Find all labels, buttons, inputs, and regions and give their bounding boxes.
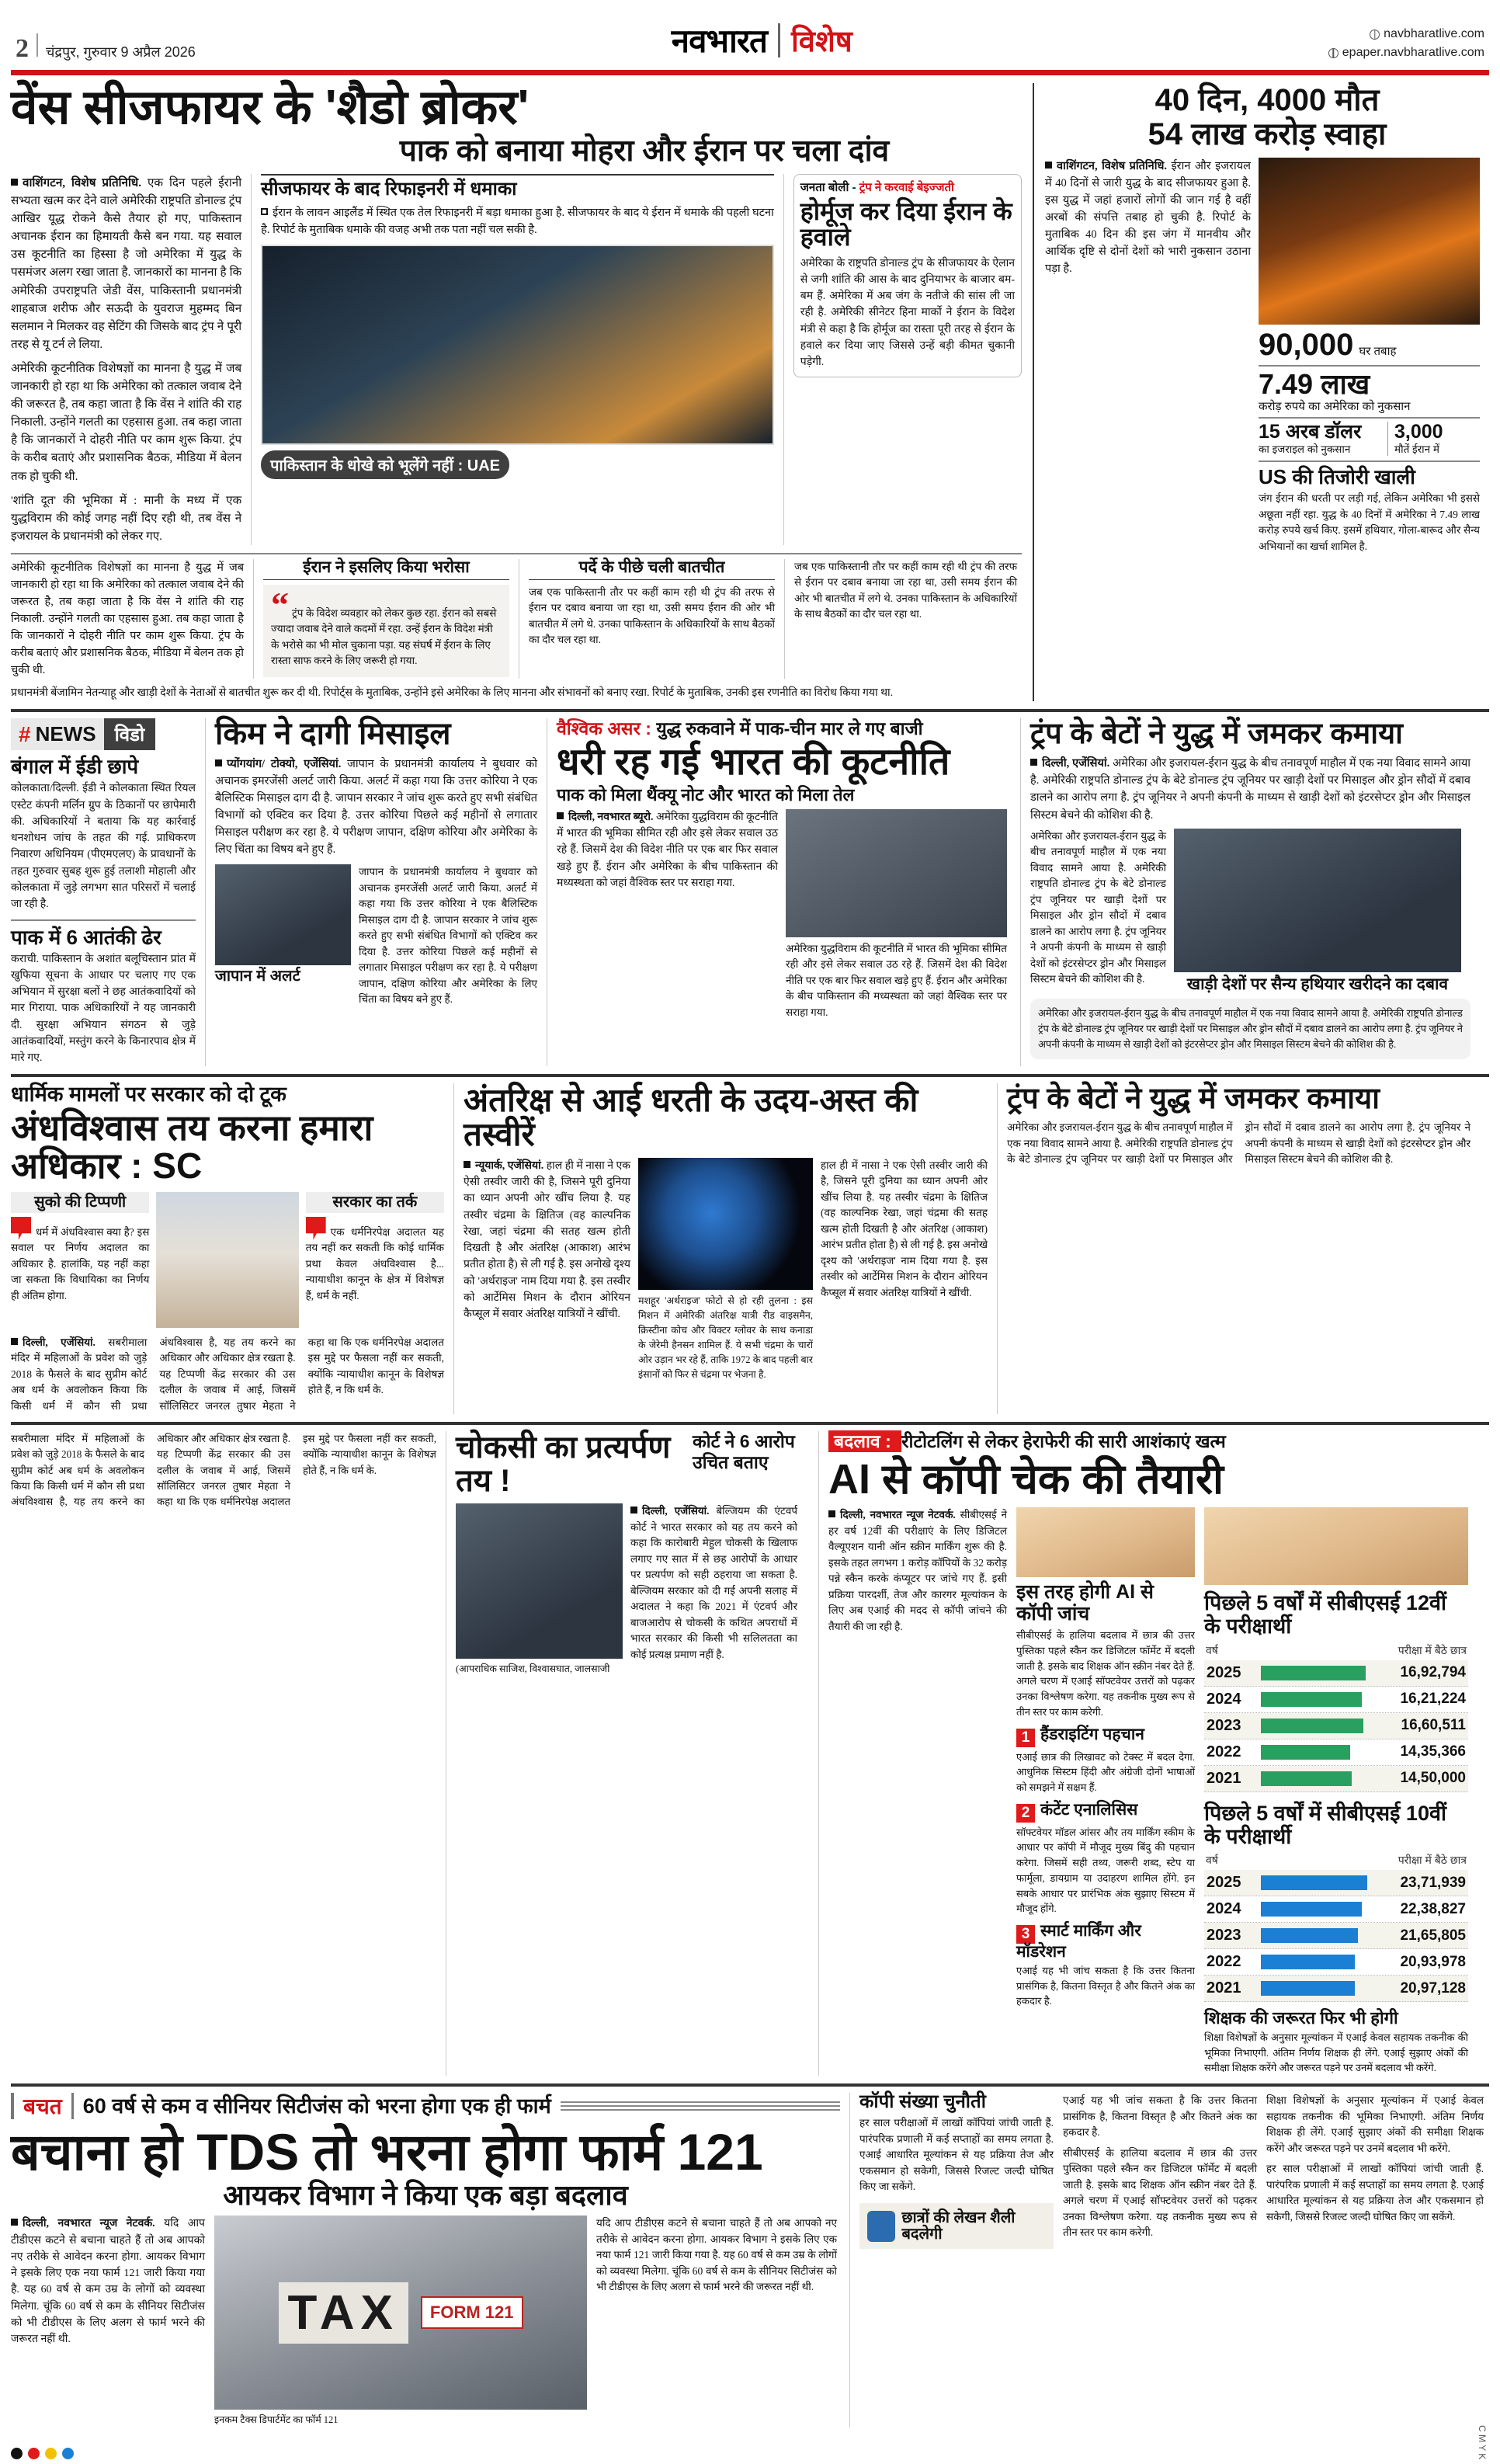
refinery-kicker: सीजफायर के बाद रिफाइनरी में धमाका (261, 179, 517, 200)
trump-sons-note: अमेरिका और इजरायल-ईरान युद्ध के बीच तनावपूर्ण माहौल में एक नया विवाद सामने आया है. अमेरिकी राष्ट्रपति डोनाल्ड ट्रंप के बेटे डोनाल्ड ट्रंप जूनियर पर खाड़ी देशों पर मिसाइल और ड्रोन सौदों में दबाव डालने का आरोप लगा है. ट्रंप जूनियर ने अपनी कंपनी के माध्यम से खाड़ी देशों को इंटरसेप्टर ड्रोन और मिसाइल सिस्टम बेचने की कोशिश की है. (1030, 999, 1470, 1058)
stat-value: 15 अरब डॉलर (1259, 421, 1362, 443)
diplomacy-text: दिल्ली, नवभारत ब्यूरो. अमेरिका युद्धविराम की कूटनीति में भारत की भूमिका सीमित रही और इसे लेकर सवाल उठ रहे हैं. जिसमें देश की विदेश नीति पर एक बार फिर सवाल खड़े हुए हैं. ईरान और अमेरिका के बीच पाकिस्तान की मध्यस्थता को जहां वैश्विक स्तर पर सराहा गया. (557, 811, 778, 889)
stat-block-2 (1259, 367, 1480, 414)
second-zone (11, 718, 1489, 1066)
divider (1259, 417, 1480, 419)
diplomacy-headline: धरी रह गई भारत की कूटनीति (557, 741, 950, 783)
war-toll-headline-2: 54 लाख करोड़ स्वाहा (1148, 117, 1387, 151)
kim-photo-row (215, 864, 537, 1008)
news-item-body: कोलकाता/दिल्ली. ईडी ने कोलकाता स्थित रियल एस्टेट कंपनी मर्लिन ग्रुप के ठिकानों पर छापेमारी की. अधिकारियों ने बताया कि यह कार्रवाई धनशोधन जांच के तहत की गई. प्राधिकरण निवारण अधिनियम (पीएमएलए) के प्रावधानों के तहत गुरुवार सुबह शुरू हुई तलाशी मोहाली और कोलकाता में जुड़े लगभग सात परिसरों में चलाई जा रही है. (11, 783, 196, 911)
chart-row (1204, 1739, 1468, 1766)
lead-lower-col-1 (11, 559, 244, 679)
step-body: सॉफ्टवेयर मॉडल आंसर और तय मार्किंग स्कीम के आधार पर कॉपी में मौजूद मुख्य बिंदु की पहचान करेगा. जिसमें सही तथ्य, जरूरी शब्द, स्टेप या फार्मूला, डायग्राम या उदाहरण शामिल होंगे. इन सबके आधार पर प्रारंभिक अंक सुझाए सिस्टम में मौजूद होंगे. (1016, 1826, 1195, 1915)
chart-row-value: 20,97,128 (1400, 1979, 1466, 1997)
behind-scenes-heading: पर्दे के पीछे चली बातचीत (529, 559, 775, 580)
ai-step (1016, 1726, 1195, 1795)
kim-story (205, 718, 547, 1066)
chart-cbse-12th (1204, 1591, 1468, 1792)
space-caption: मशहूर 'अर्थराइज' फोटो से हो रही तुलना : इस मिशन में अमेरिकी अंतरिक्ष यात्री रीड वाइसमैन, क्रिस्टीना कोच और विक्टर ग्लोवर के साथ कनाडा के जेरेमी हैनसन शामिल हैं. ये सभी चंद्रमा के चारों ओर उड़ान भर रहे हैं, ताकि 1972 के बाद पहली बार इंसानों को फिर से चंद्रमा पर भेजना है. (638, 1295, 813, 1380)
chart-row-value: 16,21,224 (1400, 1691, 1466, 1708)
news-item (11, 927, 196, 1067)
hormuz-headline: होर्मूज कर दिया ईरान के हवाले (800, 197, 1012, 252)
lead-headline: वेंस सीजफायर के 'शैडो ब्रोकर' (11, 81, 530, 134)
chart-row-bar (1261, 1955, 1355, 1969)
refinery-and-photo (251, 174, 774, 545)
sc-headline: अंधविश्वास तय करना हमारा अधिकार : SC (11, 1107, 373, 1187)
square-bullet-icon (464, 1161, 470, 1168)
masthead (11, 0, 1489, 67)
chart-column-headers (1204, 1642, 1468, 1660)
diplomacy-story (547, 718, 1020, 1066)
chart-row-year: 2021 (1207, 1769, 1241, 1787)
sc-box-1 (11, 1192, 149, 1328)
globe-icon (1370, 30, 1380, 40)
space-photo-col (638, 1158, 813, 1382)
chart-cbse-10th (1204, 1802, 1468, 2002)
lead-subhead: पाक को बनाया मोहरा और ईरान पर चला दांव (399, 134, 890, 169)
chart-row-value: 21,65,805 (1400, 1927, 1466, 1944)
lead-story (11, 83, 1033, 701)
hormuz-story (783, 174, 1022, 545)
chart-row-year: 2022 (1207, 1743, 1241, 1760)
chart-col-year: वर्ष (1206, 1643, 1218, 1656)
chart-rows (1204, 1660, 1468, 1792)
chart-row-year: 2023 (1207, 1716, 1241, 1734)
stat-unit: घर तबाह (1359, 345, 1397, 358)
stat-block-1 (1259, 329, 1480, 362)
chart-row (1204, 1949, 1468, 1976)
chart-row-bar (1261, 1692, 1362, 1707)
ai-steps-cont: एआई यह भी जांच सकता है कि उत्तर कितना प्रासंगिक है, कितना विस्तृत है और कितने अंक का हकदार है. सीबीएसई के हालिया बदलाव में छात्र की उत्तर पुस्तिका पहले स्कैन कर डिजिटल फॉर्मेट में बदली जाती है. इसके बाद शिक्षक ऑन स्क्रीन नंबर देते हैं. अगले चरण में एआई सॉफ्टवेयर उत्तरों को पढ़कर उनका विश्लेषण करेगा. यह तकनीक मुख्य रूप से तीन स्तर पर काम करेगी. (1063, 2094, 1257, 2239)
rule-mark (11, 2093, 14, 2119)
chart-row-barwrap (1261, 1745, 1373, 1760)
ai-headline: AI से कॉपी चेक की तैयारी (828, 1456, 1224, 1503)
chart-row-value: 23,71,939 (1400, 1874, 1466, 1891)
rupee-paragraph: प्रधानमंत्री बेंजामिन नेतन्याहू और खाड़ी देशों के नेताओं से बातचीत शुरू कर दी थी. रिपोर्ट्स के मुताबिक, उन्होंने इसे अमेरिका के लिए मानना और संभावनों को बनाए रखा. रिपोर्ट के मुताबिक, उनकी इस रणनीति का विरोध किया गया था. (11, 687, 894, 700)
choksi-story (446, 1431, 818, 2076)
registration-dot-k (11, 2448, 23, 2459)
square-bullet-icon (11, 2219, 18, 2226)
step-title: कंटेंट एनालिसिस (1040, 1800, 1138, 1819)
chart-row-barwrap (1261, 1928, 1373, 1943)
sc-continuation-body: सबरीमाला मंदिर में महिलाओं के प्रवेश को जुड़े 2018 के फैसले के बाद सुप्रीम कोर्ट अब धर्म के अवलोकन किया कि किसी धर्म में कौन सी प्रथा अंधविश्वास है, यह तय करने का अधिकार और अधिकार क्षेत्र रखता है. यह टिप्पणी केंद्र सरकार की उस दलील के जवाब में आई, जिसमें सॉलिसिटर जनरल तुषार मेहता ने कहा था कि एक धर्मनिरपेक्ष अदालत इस मुद्दे पर फैसला नहीं कर सकती, क्योंकि न्यायाधीश कानून के विशेषज्ञ होते हैं, न कि धर्म के. (11, 1433, 436, 1507)
photo-tax-form (214, 2216, 587, 2410)
photo-caption-pill: पाकिस्तान के धोखे को भूलेंगे नहीं : UAE (261, 450, 509, 479)
chart-row-barwrap (1261, 1981, 1373, 1996)
step-body: एआई यह भी जांच सकता है कि उत्तर कितना प्रासंगिक है, कितना विस्तृत है और कितने अंक का हकदार है. (1016, 1964, 1195, 2007)
photo-spokesperson (786, 809, 1007, 937)
step-title: हैंडराइटिंग पहचान (1040, 1725, 1144, 1743)
refinery-body: ईरान के लावन आइलैंड में स्थित एक तेल रिफाइनरी में बड़ा धमाका हुआ है. सीजफायर के बाद ये ईरान में धमाके की पहली घटना है. रिपोर्ट के मुताबिक धमाके की वजह अभी तक पता नहीं चल सकी है. (261, 206, 774, 236)
ai-counting (859, 2093, 1054, 2249)
space-text: न्यूयार्क, एजेंसियां. हाल ही में नासा ने एक ऐसी तस्वीर जारी की है, जिसने पूरी दुनिया का ध्यान अपनी ओर खींच लिया है. यह तस्वीर चंद्रमा के क्षितिज (वह काल्पनिक रेखा, जहां चंद्रमा की सतह खत्म होती दिखती है और अंतरिक्ष (आकाश) आरंभ प्रतीत होता है) से ली गई है. इस अनोखे दृश्य को 'अर्थराइज' नाम दिया गया है. इस तस्वीर को आर्टेमिस मिशन के दौरान ओरियन कैप्सूल में सवार अंतरिक्ष यात्रियों ने खींची. (464, 1159, 631, 1321)
tds-headline: बचाना हो TDS तो भरना होगा फार्म 121 (11, 2123, 763, 2181)
chart-row-barwrap (1261, 1666, 1373, 1680)
illustration-exam-papers (1016, 1507, 1195, 1577)
zone-divider (11, 2083, 1489, 2087)
square-bullet-icon (1045, 162, 1052, 169)
red-flag-icon (11, 1217, 31, 1240)
news-item (11, 756, 196, 912)
lead-para-1: वाशिंगटन, विशेष प्रतिनिधि. एक दिन पहले ईरानी सभ्यता खत्म कर देने वाले अमेरिकी राष्ट्रपति डोनाल्ड ट्रंप आखिर यूद्ध रोकने कैसे तैयार हो गए, पाकिस्तान अचानक ईरान का हिमायती कैसे बन गया. यह सवाल उस कूटनीति का हिस्सा है जो अमेरिका में युद्ध के पसमंजर अलग रखा जाता है. जानकारों का मानना है कि अमेरिकी उपराष्ट्रपति जेडी वेंस, पाकिस्तानी प्रधानमंत्री शाहबाज शरीफ और सऊदी के युवराज मुहम्मद बिन सलमान ने मिलकर वह सेटिंग की जिसके बाद ट्रंप ने पूरी तरह से यू टर्न ले लिया. (11, 176, 242, 351)
ai-teacher-cont-body: शिक्षा विशेषज्ञों के अनुसार मूल्यांकन में एआई केवल सहायक तकनीक की भूमिका निभाएगी. अंतिम निर्णय शिक्षक ही लेंगे. एआई सुझाए अंकों की समीक्षा शिक्षक करेंगे और जरूरत पड़ने पर उनमें बदलाव भी करेंगे. (1266, 2094, 1484, 2154)
registration-dot-c (62, 2448, 74, 2459)
fifth-zone-right (849, 2093, 1486, 2428)
sc-story (11, 1083, 453, 1414)
chart-row-bar (1261, 1981, 1355, 1996)
news-item-title: बंगाल में ईडी छापे (11, 755, 139, 779)
chart-row-barwrap (1261, 1955, 1373, 1969)
sc-box-2-title: सरकार का तर्क (306, 1192, 444, 1213)
extra-col-body: जब एक पाकिस्तानी तौर पर कहीं काम रही थी ट्रंप की तरफ से ईरान पर दबाव बनाया जा रहा था, उसी समय ईरान की ओर भी बातचीत में लगे थे. उनका पाकिस्तान के अधिकारियों के साथ बैठकों का दौर चल रहा था. (794, 560, 1017, 620)
tds-photo-caption: इनकम टैक्स डिपार्टमेंट का फॉर्म 121 (214, 2414, 339, 2426)
kim-photo-caption: जापान में अलर्ट (215, 968, 300, 985)
choksi-photo-caption: (आपराधिक साजिश, विश्वासघात, जालसाजी (456, 1663, 610, 1675)
news-item-title: पाक में 6 आतंकी ढेर (11, 925, 161, 949)
chart-row-value: 20,93,978 (1400, 1953, 1466, 1970)
third-zone (11, 1083, 1489, 1414)
lead-body-col (11, 174, 241, 545)
tds-story (11, 2093, 849, 2428)
zone-divider (11, 709, 1489, 712)
tds-text-2: यदि आप टीडीएस कटने से बचाना चाहते हैं तो अब आपको नए तरीके से आवेदन करना होगा. आयकर विभाग ने इसके लिए एक नया फार्म 121 जारी किया गया है. यह 60 वर्ष से कम उम्र के लोगों को व्यवस्था मिलेगा. चूंकि 60 वर्ष से कम के सीनियर सिटीजंस को भी टीडीएस के लिए अलग से फार्म भरने की जरूरत नहीं थी. (596, 2217, 837, 2293)
chart-row (1204, 1766, 1468, 1792)
chart-row-bar (1261, 1928, 1358, 1943)
zone-divider (11, 1074, 1489, 1077)
masthead-divider (36, 33, 38, 57)
stat-value: 7.49 लाख (1259, 367, 1370, 400)
photo-kim-jong-un (215, 864, 351, 965)
space-headline: अंतरिक्ष से आई धरती के उदय-अस्त की तस्वीरें (464, 1082, 918, 1153)
fifth-zone (11, 2093, 1489, 2428)
photo-mehul-choksi (456, 1503, 623, 1659)
square-bullet-icon (828, 1510, 835, 1517)
chart-row-bar (1261, 1902, 1362, 1917)
us-treasury-heading: US की तिजोरी खाली (1259, 465, 1415, 489)
chart-col-value: परीक्षा में बैठे छात्र (1398, 1854, 1467, 1867)
chart-row-value: 16,60,511 (1401, 1717, 1466, 1734)
space-text-2: हाल ही में नासा ने एक ऐसी तस्वीर जारी की है, जिसने पूरी दुनिया का ध्यान अपनी ओर खींच लिया है. यह तस्वीर चंद्रमा के क्षितिज (वह काल्पनिक रेखा, जहां चंद्रमा की सतह खत्म होती दिखती है और अंतरिक्ष (आकाश) आरंभ प्रतीत होता है) से ली गई है. इस अनोखे दृश्य को 'अर्थराइज' नाम दिया गया है. इस तस्वीर को आर्टेमिस मिशन के दौरान ओरियन कैप्सूल में सवार अंतरिक्ष यात्रियों ने खींची. (821, 1159, 988, 1298)
lead-para-2: अमेरिकी कूटनीतिक विशेषज्ञों का मानना है युद्ध में जब जानकारी हो रहा था कि अमेरिका को तत्काल जवाब देने की जरूरत है, तब कहा जाता है कि वेंस ने शांति की राह निकाली. उन्होंने गलती का एहसास हुआ. तब कहा जाता है कि जानकारों ने दोहरी नीति पर काम शुरू किया. ट्रंप के करीब बताएं और प्रशासनिक बैठक, मीडिया में बेलन तक हो चुकी थी. (11, 361, 242, 483)
chart-col-value: परीक्षा में बैठे छात्र (1398, 1643, 1467, 1656)
kim-headline: किम ने दागी मिसाइल (215, 717, 451, 752)
sc-kicker: धार्मिक मामलों पर सरकार को दो टूक (11, 1083, 286, 1107)
ai-charts (1204, 1507, 1468, 2076)
photo-trump-meeting (261, 245, 774, 445)
third-zone-right (997, 1083, 1470, 1414)
chart-row-bar (1261, 1875, 1367, 1890)
dateline: चंद्रपुर, गुरुवार 9 अप्रैल 2026 (46, 44, 196, 60)
choksi-photo-col (456, 1503, 623, 1677)
lead-lower-strip (11, 559, 1022, 679)
stat-unit: मौतें ईरान में (1394, 443, 1439, 456)
square-bullet-icon (11, 179, 18, 186)
war-toll-text: वाशिंगटन, विशेष प्रतिनिधि. ईरान और इजरायल में 40 दिनों से जारी युद्ध के बाद सीजफायर हुआ है. इस युद्ध में जहां हजारों लोगों की जान गई है वहीं अरबों की संपत्ति तबाह हो चुकी है. रिपोर्ट के मुताबिक 40 दिन की इस जंग में मानवीय और आर्थिक दृष्टि से दोनों देशों को भारी नुकसान उठाना पड़ा है. (1045, 160, 1251, 276)
ai-text: दिल्ली, नवभारत न्यूज नेटवर्क. सीबीएसई ने हर वर्ष 12वीं की परीक्षाएं के लिए डिजिटल वैल्यूएशन यानी ऑन स्क्रीन मार्किंग शुरू की है. इसके तहत लगभग 1 करोड़ कॉपियों के 32 करोड़ पन्ने स्कैन करके कंप्यूटर पर जांचे गए हैं. इसी प्रक्रिया पारदर्शी, तेज और कारगर मूल्यांकन के लिए अब एआई की मदद से कॉपी जांचने की तैयारी की जा रही है. (828, 1509, 1007, 1632)
student-banner (859, 2203, 1054, 2250)
masthead-logo-group (672, 18, 852, 62)
website-main[interactable]: navbharatlive.com (1384, 27, 1484, 40)
zone-divider (11, 1422, 1489, 1425)
stat-value: 90,000 (1259, 328, 1354, 362)
iran-trust (253, 559, 509, 679)
ai-step (1016, 1802, 1195, 1917)
ai-sidebox-body: सीबीएसई के हालिया बदलाव में छात्र की उत्तर पुस्तिका पहले स्कैन कर डिजिटल फॉर्मेट में बदली जाती है. इसके बाद शिक्षक ऑन स्क्रीन नंबर देते हैं. अगले चरण में एआई सॉफ्टवेयर उत्तरों को पढ़कर उनका विश्लेषण करेगा. यह तकनीक मुख्य रूप से तीन स्तर पर काम करेगी. (1016, 1629, 1195, 1718)
tds-subhead: आयकर विभाग ने किया एक बड़ा बदलाव (223, 2178, 628, 2211)
chart-row-year: 2024 (1207, 1900, 1241, 1918)
kim-body: प्योंगयांग/ टोक्यो, एजेंसियां. जापान के प्रधानमंत्री कार्यालय ने बुधवार को अचानक इमरजेंसी अलर्ट जारी किया. अलर्ट में कहा गया कि उत्तर कोरिया ने एक बैलिस्टिक मिसाइल दाग दी है. जापान सरकार ने जांच शुरू करते हुए सभी संबंधित विभागों को एक्टिव कर दिया है. उत्तर कोरिया पिछले कई महीनों से लगातार मिसाइल परीक्षण कर रहा है. ये परीक्षण जापान, दक्षिण कोरिया और अमेरिका के लिए चिंता का विषय बने हुए हैं. (215, 757, 537, 857)
photo-earthrise (638, 1158, 813, 1290)
behind-scenes (519, 559, 775, 679)
teacher-title: शिक्षक की जरूरत फिर भी होगी (1204, 2008, 1398, 2028)
counting-title: कॉपी संख्या चुनौती (859, 2091, 986, 2113)
teacher-body: शिक्षा विशेषज्ञों के अनुसार मूल्यांकन में एआई केवल सहायक तकनीक की भूमिका निभाएगी. अंतिम निर्णय शिक्षक ही लेंगे. एआई सुझाए अंकों की समीक्षा शिक्षक करेंगे और जरूरत पड़ने पर उनमें बदलाव भी करेंगे. (1204, 2031, 1468, 2074)
war-toll-story (1033, 83, 1489, 701)
chart-row-barwrap (1261, 1771, 1373, 1786)
diplomacy-photo-col (786, 809, 1007, 1021)
stat-unit: का इजराइल को नुकसान (1259, 443, 1351, 456)
stat-block-3-4 (1259, 422, 1480, 456)
war-toll-infographic (1259, 158, 1480, 554)
chart-row (1204, 1923, 1468, 1949)
stat-unit: करोड़ रुपये का अमेरिका को नुकसान (1259, 400, 1411, 414)
chart-row (1204, 1713, 1468, 1739)
chart-row (1204, 1687, 1468, 1713)
logo-separator (778, 23, 780, 57)
kim-body-cont: जापान के प्रधानमंत्री कार्यालय ने बुधवार को अचानक इमरजेंसी अलर्ट जारी किया. अलर्ट में कहा गया कि उत्तर कोरिया ने एक बैलिस्टिक मिसाइल दाग दी है. जापान सरकार ने जांच शुरू करते हुए सभी संबंधित विभागों को एक्टिव कर दिया है. उत्तर कोरिया पिछले कई महीनों से लगातार मिसाइल परीक्षण कर रहा है. ये परीक्षण जापान, दक्षिण कोरिया और अमेरिका के लिए चिंता का विषय बने हुए हैं. (359, 866, 537, 1006)
section-label: विशेष (790, 25, 852, 58)
sc-box-1-title: सुको की टिप्पणी (11, 1192, 149, 1213)
ai-steps-cont-body: एआई यह भी जांच सकता है कि उत्तर कितना प्रासंगिक है, कितना विस्तृत है और कितने अंक का हकदार है. (1063, 2094, 1257, 2139)
chart-row-year: 2025 (1207, 1874, 1241, 1892)
sc-body: दिल्ली, एजेंसियां. सबरीमाला मंदिर में महिलाओं के प्रवेश को जुड़े 2018 के फैसले के बाद सुप्रीम कोर्ट अब धर्म के अवलोकन किया कि किसी धर्म में कौन सी प्रथा अंधविश्वास है, यह तय करने का अधिकार और अधिकार क्षेत्र रखता है. यह टिप्पणी केंद्र सरकार की उस दलील के जवाब में आई, जिसमें सॉलिसिटर जनरल तुषार मेहता ने कहा था कि एक धर्मनिरपेक्ष अदालत इस मुद्दे पर फैसला नहीं कर सकती, क्योंकि न्यायाधीश कानून के विशेषज्ञ होते हैं, न कि धर्म के. (11, 1336, 444, 1412)
third-zone-right-body: अमेरिका और इजरायल-ईरान युद्ध के बीच तनावपूर्ण माहौल में एक नया विवाद सामने आया है. अमेरिकी राष्ट्रपति डोनाल्ड ट्रंप के बेटे डोनाल्ड ट्रंप जूनियर पर खाड़ी देशों पर मिसाइल और ड्रोन सौदों में दबाव डालने का आरोप लगा है. ट्रंप जूनियर ने अपनी कंपनी के माध्यम से खाड़ी देशों को इंटरसेप्टर ड्रोन और मिसाइल सिस्टम बेचने की कोशिश की है. (1007, 1121, 1470, 1166)
square-bullet-icon (630, 1507, 637, 1514)
student-banner-text: छात्रों की लेखन शैली बदलेगी (901, 2209, 1016, 2243)
tds-photo-col (214, 2216, 587, 2428)
chart-row (1204, 1896, 1468, 1923)
ai-step (1016, 1923, 1195, 2009)
behind-scenes-body: जब एक पाकिस्तानी तौर पर कहीं काम रही थी ट्रंप की तरफ से ईरान पर दबाव बनाया जा रहा था, उसी समय ईरान की ओर भी बातचीत में लगे थे. उनका पाकिस्तान के अधिकारियों के साथ बैठकों का दौर चल रहा था. (529, 586, 775, 646)
sc-box-2 (306, 1192, 444, 1328)
news-video-badge (11, 718, 196, 750)
choksi-text: दिल्ली, एजेंसियां. बेल्जियम की एंटवर्प कोर्ट ने भारत सरकार को यह तय करने को कहा कि कारोबारी मेहुल चोकसी के खिलाफ लगाए गए सात में से छह आरोपों के आधार पर प्रत्यर्पण को सही ठहराया जा सकता है. बेल्जियम सरकार को दी गई अपनी सलाह में अदालत ने कहा कि 2021 में एंटवर्प और बाजआरोप से चोकसी के कथित अपराधों में भारत सरकार की किसी भी सलिलतता का कोई प्रत्यक्ष प्रमाण नहीं है. (630, 1505, 797, 1660)
ai-steps-box (1016, 1507, 1195, 2076)
trump-sons-photo-caption: खाड़ी देशों पर सैन्य हथियार खरीदने का दबाव (1186, 975, 1449, 993)
tds-text: दिल्ली, नवभारत न्यूज नेटवर्क. यदि आप टीडीएस कटने से बचाना चाहते हैं तो अब आपको नए तरीके से आवेदन करना होगा. आयकर विभाग ने इसके लिए एक नया फार्म 121 जारी किया गया है. यह 60 वर्ष से कम उम्र के लोगों को व्यवस्था मिलेगा. चूंकि 60 वर्ष से कम के सीनियर सिटीजंस को भी टीडीएस के लिए अलग से फार्म भरने की जरूरत नहीं थी. (11, 2218, 205, 2346)
chart-row-year: 2023 (1207, 1927, 1241, 1944)
decorative-lines (561, 2101, 840, 2111)
tax-label: TAX (279, 2282, 408, 2344)
square-bullet-icon (11, 1338, 18, 1345)
sc-box-1-body: धर्म में अंधविश्वास क्या है? इस सवाल पर निर्णय अदालत का अधिकार है. हालांकि, यह नहीं कहा जा सकता कि विधायिका का निर्णय ही अंतिम होगा. (11, 1217, 149, 1305)
chart-row (1204, 1976, 1468, 2002)
chart-row-bar (1261, 1666, 1366, 1680)
chart-row-barwrap (1261, 1719, 1373, 1733)
chart-title: पिछले 5 वर्षों में सीबीएसई 12वीं के परीक्षार्थी (1204, 1591, 1446, 1639)
sc-box-2-body: एक धर्मनिरपेक्ष अदालत यह तय नहीं कर सकती कि कोई धार्मिक प्रथा केवल अंधविश्वास है... न्यायाधीश कानून के क्षेत्र में विशेषज्ञ हैं, धर्म के नहीं. (306, 1217, 444, 1305)
photo-trump-sons (1174, 829, 1461, 972)
chart-row-year: 2021 (1207, 1979, 1241, 1997)
step-body: एआई छात्र की लिखावट को टेक्स्ट में बदल देगा. आधुनिक सिस्टम हिंदी और अंग्रेजी दोनों भाषाओं को समझने में सक्षम हैं. (1016, 1750, 1195, 1794)
choksi-sub: कोर्ट ने 6 आरोप उचित बताए (693, 1431, 795, 1472)
red-flag-icon (306, 1217, 326, 1240)
trump-sons-body-cont: अमेरिका और इजरायल-ईरान युद्ध के बीच तनावपूर्ण माहौल में एक नया विवाद सामने आया है. अमेरिकी राष्ट्रपति डोनाल्ड ट्रंप के बेटे डोनाल्ड ट्रंप जूनियर पर खाड़ी देशों पर मिसाइल और ड्रोन सौदों में दबाव डालने का आरोप लगा है. ट्रंप जूनियर ने अपनी कंपनी के माध्यम से खाड़ी देशों को इंटरसेप्टर ड्रोन और मिसाइल सिस्टम बेचने की कोशिश की है. (1030, 829, 1166, 985)
photo-explosion (1259, 158, 1480, 325)
diplomacy-kicker: वैश्विक असर : युद्ध रुकवाने में पाक-चीन मार ले गए बाजी (557, 718, 923, 739)
color-registration-bar (11, 2448, 74, 2459)
iran-trust-heading: ईरान ने इसलिए किया भरोसा (263, 559, 509, 580)
ai-story (818, 1431, 1470, 2076)
war-toll-headline-1: 40 दिन, 4000 मौत (1155, 83, 1380, 117)
chart-row-barwrap (1261, 1875, 1373, 1890)
chart-row-barwrap (1261, 1692, 1373, 1707)
globe-icon (1328, 48, 1339, 58)
hormuz-kicker: जनता बोली - ट्रंप ने करवाई बेइज्जती (800, 181, 954, 195)
masthead-red-rule (11, 70, 1489, 75)
square-bullet-icon (215, 759, 222, 766)
news-label: NEWS (35, 722, 96, 746)
divider (1387, 422, 1388, 456)
divider (1259, 365, 1480, 367)
ai-kicker-badge: बदलाव : (828, 1430, 901, 1452)
tds-kicker-row (11, 2093, 840, 2119)
divider (11, 919, 196, 921)
chart-row (1204, 1660, 1468, 1687)
chart-row-bar (1261, 1745, 1350, 1760)
website-epaper[interactable]: epaper.navbharatlive.com (1342, 46, 1484, 59)
chart-row-barwrap (1261, 1902, 1373, 1917)
video-tag[interactable]: विडो (104, 718, 156, 750)
hollow-square-bullet-icon (261, 208, 268, 215)
news-item-body: कराची. पाकिस्तान के अशांत बलूचिस्तान प्रांत में खुफिया सूचना के आधार पर चलाए गए एक अभियान में सुरक्षा बलों ने छह आतंकवादियों को मार गिराया. पाक अधिकारियों ने यह जानकारी दी. सुरक्षा अभियान संगठन से जुड़े आतंकवादियों, मस्तुंग करने के किनारपाव क्षेत्र में मारे गए. (11, 953, 196, 1065)
divider (11, 553, 1022, 554)
top-zone (11, 83, 1489, 701)
chart-row-value: 22,38,827 (1400, 1900, 1466, 1917)
chart-column-headers (1204, 1851, 1468, 1870)
chart-row (1204, 1870, 1468, 1896)
counting-body: हर साल परीक्षाओं में लाखों कॉपियां जांची जाती हैं. पारंपरिक प्रणाली में कई सप्ताहों का समय लगता है. एआई आधारित मूल्यांकन से यह प्रक्रिया तेज और एकसमान हो सकेगी, जिससे रिजल्ट जल्दी घोषित किए जा सकेंगे. (859, 2117, 1054, 2193)
chart-row-value: 14,50,000 (1400, 1770, 1466, 1787)
chart-row-value: 14,35,366 (1400, 1743, 1466, 1760)
trump-sons-story (1020, 718, 1470, 1066)
trump-sons-headline-echo: ट्रंप के बेटों ने युद्ध में जमकर कमाया (1007, 1083, 1380, 1116)
ai-teacher-cont: शिक्षा विशेषज्ञों के अनुसार मूल्यांकन में एआई केवल सहायक तकनीक की भूमिका निभाएगी. अंतिम निर्णय शिक्षक ही लेंगे. एआई सुझाए अंकों की समीक्षा शिक्षक करेंगे और जरूरत पड़ने पर उनमें बदलाव भी करेंगे. हर साल परीक्षाओं में लाखों कॉपियां जांची जाती हैं. पारंपरिक प्रणाली में कई सप्ताहों का समय लगता है. एआई आधारित मूल्यांकन से यह प्रक्रिया तेज और एकसमान हो सकेगी, जिससे रिजल्ट जल्दी घोषित किए जा सकेंगे. (1266, 2094, 1484, 2222)
sc-boxes (11, 1192, 444, 1328)
hash-icon: # (19, 721, 31, 746)
chart-col-year: वर्ष (1206, 1854, 1218, 1867)
lead-lower-text: अमेरिकी कूटनीतिक विशेषज्ञों का मानना है युद्ध में जब जानकारी हो रहा था कि अमेरिका को तत्काल जवाब देने की जरूरत है, तब कहा जाता है कि वेंस ने शांति की राह निकाली. उन्होंने गलती का एहसास हुआ. तब कहा जाता है कि जानकारों ने दोहरी नीति पर काम शुरू किया. ट्रंप के करीब बताएं और प्रशासनिक बैठक, मीडिया में बेलन तक हो चुकी थी. (11, 561, 244, 677)
divider (261, 174, 774, 176)
publication-logo: नवभारत (671, 23, 767, 59)
trump-sons-photo-row (1030, 829, 1470, 993)
step-number: 3 (1016, 1925, 1035, 1944)
us-treasury-body: जंग ईरान की धरती पर लड़ी गई, लेकिन अमेरिका भी इससे अछूता नहीं रहा. युद्ध के 40 दिनों में अमेरिका ने 7.49 लाख करोड़ रुपये खर्च किए. इसमें हथियार, गोला-बारूद और सैन्य अभियानों का खर्चा शामिल है. (1259, 492, 1480, 552)
illustration-ai-robot (1204, 1507, 1468, 1585)
chart-row-year: 2022 (1207, 1953, 1241, 1971)
page-number: 2 (16, 34, 29, 63)
step-number: 1 (1016, 1729, 1035, 1747)
masthead-left (16, 33, 196, 62)
sc-photo-col (156, 1192, 298, 1328)
ai-sidebox-title: इस तरह होगी AI से कॉपी जांच (1016, 1581, 1154, 1625)
tds-kicker: 60 वर्ष से कम व सीनियर सिटीजंस को भरना होगा एक ही फार्म (82, 2094, 551, 2118)
chart-row-bar (1261, 1771, 1352, 1786)
tds-tag: बचत (23, 2094, 62, 2118)
trump-sons-headline: ट्रंप के बेटों ने युद्ध में जमकर कमाया (1030, 718, 1404, 751)
stat-value: 3,000 (1394, 421, 1443, 443)
ai-kicker: बदलाव : रीटोटलिंग से लेकर हेराफेरी की सारी आशंकाएं खत्म (828, 1431, 1470, 1453)
registration-dot-y (45, 2448, 57, 2459)
diplomacy-body-cont: अमेरिका युद्धविराम की कूटनीति में भारत की भूमिका सीमित रही और इसे लेकर सवाल उठ रहे हैं. जिसमें देश की विदेश नीति पर एक बार फिर सवाल खड़े हुए हैं. ईरान और अमेरिका के बीच पाकिस्तान की मध्यस्थता को जहां वैश्विक स्तर पर सराहा गया. (786, 942, 1007, 1018)
step-title: स्मार्ट मार्किंग और मॉडरेशन (1016, 1922, 1141, 1962)
lead-para-3: 'शांति दूत' की भूमिका में : मानी के मध्य में एक युद्धविराम की कोई जगह नहीं दिए रही थी, तब वेंस ने इजरायल के प्रधानमंत्री को लेकर गए. (11, 493, 242, 543)
square-bullet-icon (557, 812, 564, 819)
diplomacy-subhead: पाक को मिला थैंक्यू नोट और भारत को मिला तेल (557, 784, 855, 805)
photo-supreme-court (156, 1192, 298, 1328)
form-label: FORM 121 (421, 2296, 523, 2329)
registration-dot-m (28, 2448, 40, 2459)
rule-mark (71, 2093, 74, 2119)
quote-icon: “ (271, 584, 289, 624)
student-icon (867, 2211, 895, 2242)
divider (1259, 460, 1480, 462)
chart-row-year: 2024 (1207, 1690, 1241, 1708)
choksi-headline: चोकसी का प्रत्यर्पण तय ! (456, 1430, 671, 1498)
extra-col (784, 559, 1017, 679)
chart-row-year: 2025 (1207, 1663, 1241, 1681)
square-bullet-icon (1030, 759, 1037, 766)
chart-row-bar (1261, 1719, 1363, 1733)
chart-rows (1204, 1870, 1468, 2002)
cmyk-label: C M Y K (1477, 2424, 1488, 2459)
news-video-column (11, 718, 205, 1066)
hormuz-body: अमेरिका के राष्ट्रपति डोनाल्ड ट्रंप के सीजफायर के ऐलान से जगी शांति की आस के बाद दुनियाभर के बाजार बम-बम हैं. अमेरिका में अब जंग के नतीजे की सांस ली जा रही है. अमेरिकी सीनेटर हिना मार्को ने ईरान के विदेश मंत्री से कहा है कि होर्मूज का रास्ता पूरी तरह से ईरान के हवाले कर दिया जाए जिससे उन्हें बड़ी कीमत चुकानी पड़ेगी. (800, 257, 1015, 369)
chart-row-value: 16,92,794 (1400, 1664, 1466, 1681)
fourth-zone (11, 1431, 1489, 2076)
trump-sons-body: दिल्ली, एजेंसियां. अमेरिका और इजरायल-ईरान युद्ध के बीच तनावपूर्ण माहौल में एक नया विवाद सामने आया है. अमेरिकी राष्ट्रपति डोनाल्ड ट्रंप के बेटे डोनाल्ड ट्रंप जूनियर पर खाड़ी देशों पर मिसाइल और ड्रोन सौदों में दबाव डालने का आरोप लगा है. ट्रंप जूनियर ने अपनी कंपनी के माध्यम से खाड़ी देशों को इंटरसेप्टर ड्रोन और मिसाइल सिस्टम बेचने की कोशिश की है. (1030, 757, 1470, 822)
sc-continuation (11, 1431, 446, 2076)
chart-title: पिछले 5 वर्षों में सीबीएसई 10वीं के परीक्षार्थी (1204, 1801, 1446, 1848)
iran-trust-quote: “ ट्रंप के विदेश व्यवहार को लेकर कुछ रहा. ईरान को सबसे ज्यादा जवाब देने वाले कदमों में रहा. उन्हें ईरान के विदेश मंत्री के भरोसे का भी मोल चुकाना पड़ा. यह संघर्ष में ईरान के लिए रास्ता साफ करने के लिए जरूरी हो गया. (263, 585, 509, 677)
masthead-websites (1328, 25, 1484, 62)
space-story (453, 1083, 997, 1414)
step-number: 2 (1016, 1804, 1035, 1823)
